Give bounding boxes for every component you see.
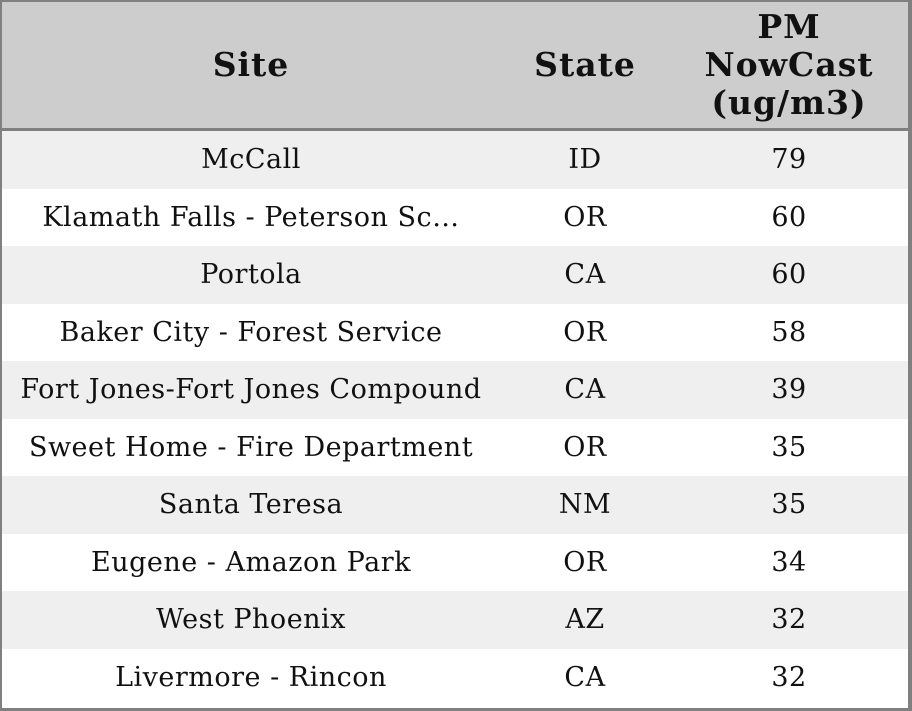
site-cell: Santa Teresa bbox=[2, 476, 500, 534]
table-row bbox=[2, 591, 908, 649]
table-row bbox=[2, 304, 908, 362]
pm-nowcast-cell: 60 bbox=[670, 189, 908, 247]
state-cell: NM bbox=[500, 476, 670, 534]
pm-nowcast-cell: 35 bbox=[670, 419, 908, 477]
table-header bbox=[2, 2, 908, 130]
table-row bbox=[2, 130, 908, 189]
column-header-state: State bbox=[500, 2, 670, 130]
site-cell: Sweet Home - Fire Department bbox=[2, 419, 500, 477]
pm-nowcast-cell: 35 bbox=[670, 476, 908, 534]
table-row bbox=[2, 649, 908, 707]
table-row bbox=[2, 361, 908, 419]
site-cell: West Phoenix bbox=[2, 591, 500, 649]
site-cell: Baker City - Forest Service bbox=[2, 304, 500, 362]
site-cell: Eugene - Amazon Park bbox=[2, 534, 500, 592]
column-header-pm-nowcast-label: PM NowCast (ug/m3) bbox=[704, 7, 874, 122]
site-cell: Livermore - Rincon bbox=[2, 649, 500, 707]
site-cell: McCall bbox=[2, 130, 500, 189]
header-row bbox=[2, 2, 908, 130]
site-cell: Portola bbox=[2, 246, 500, 304]
site-cell: Klamath Falls - Peterson Sc… bbox=[2, 189, 500, 247]
table-row bbox=[2, 534, 908, 592]
table-row bbox=[2, 189, 908, 247]
state-cell: CA bbox=[500, 361, 670, 419]
pm-nowcast-cell: 60 bbox=[670, 246, 908, 304]
state-cell: OR bbox=[500, 534, 670, 592]
table-row bbox=[2, 419, 908, 477]
pm-nowcast-cell: 32 bbox=[670, 591, 908, 649]
table-body bbox=[2, 130, 908, 707]
pm-nowcast-cell: 79 bbox=[670, 130, 908, 189]
state-cell: OR bbox=[500, 419, 670, 477]
pm-nowcast-cell: 34 bbox=[670, 534, 908, 592]
pm-nowcast-cell: 32 bbox=[670, 649, 908, 707]
column-header-pm-nowcast bbox=[670, 2, 908, 130]
state-cell: CA bbox=[500, 246, 670, 304]
state-cell: ID bbox=[500, 130, 670, 189]
table-row bbox=[2, 476, 908, 534]
site-cell: Fort Jones-Fort Jones Compound bbox=[2, 361, 500, 419]
pm-nowcast-cell: 58 bbox=[670, 304, 908, 362]
state-cell: OR bbox=[500, 189, 670, 247]
state-cell: OR bbox=[500, 304, 670, 362]
sites-table bbox=[2, 2, 908, 706]
state-cell: CA bbox=[500, 649, 670, 707]
pm-nowcast-cell: 39 bbox=[670, 361, 908, 419]
table-row bbox=[2, 246, 908, 304]
state-cell: AZ bbox=[500, 591, 670, 649]
column-header-site: Site bbox=[2, 2, 500, 130]
